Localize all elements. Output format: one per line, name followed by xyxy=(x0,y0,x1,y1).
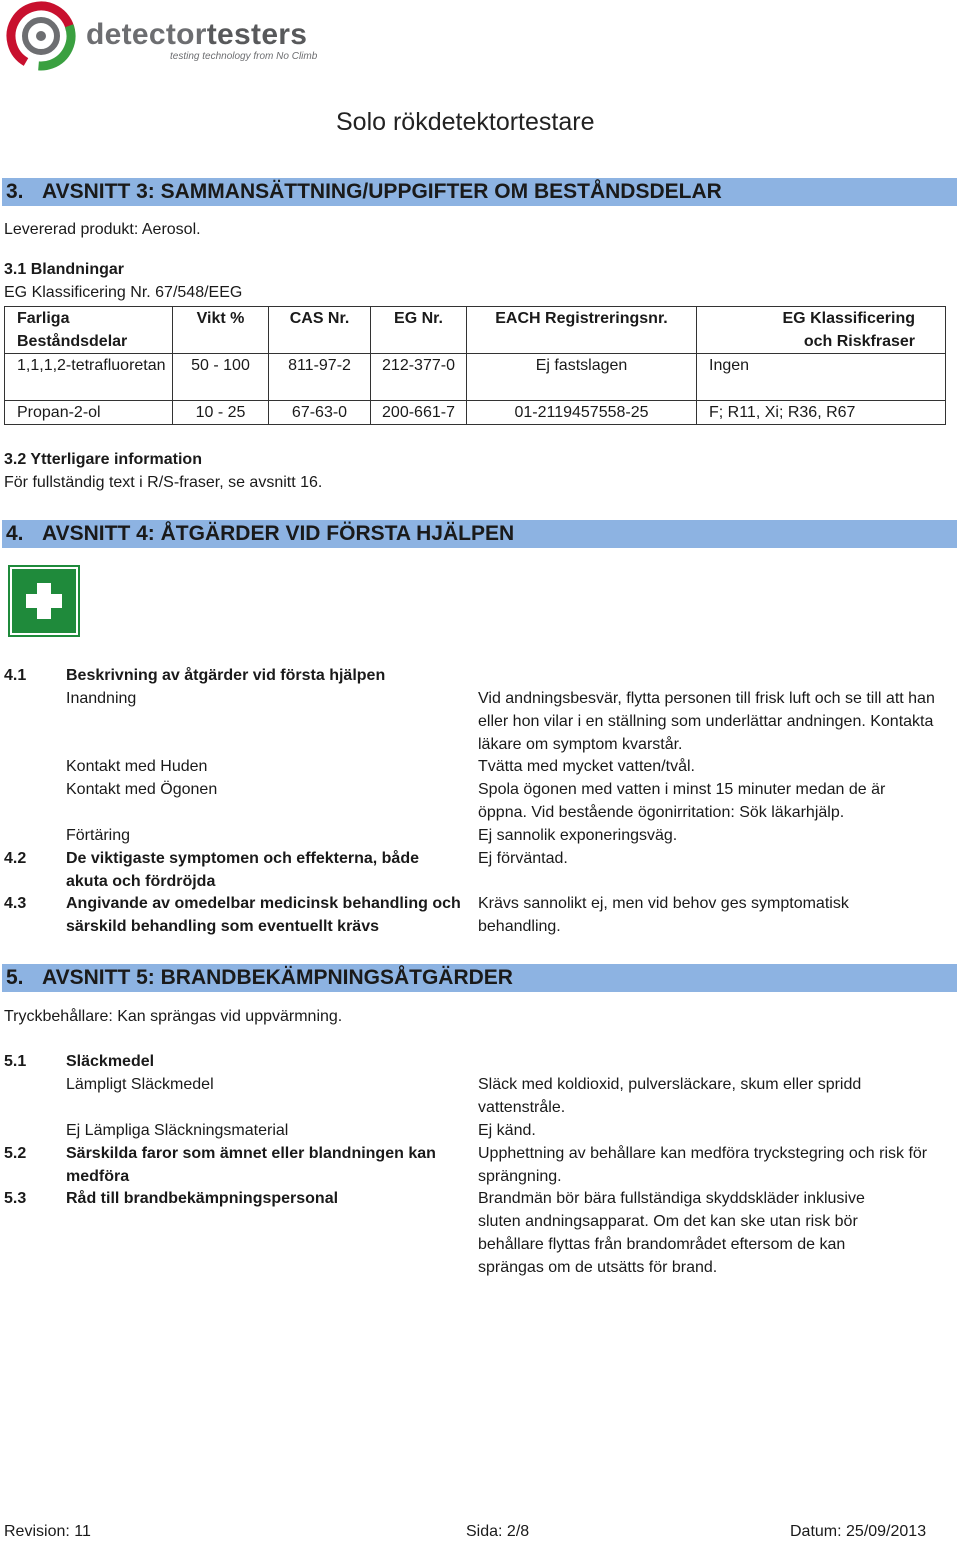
subsection-3-2-title: 3.2 Ytterligare information xyxy=(4,451,202,468)
section-4-header xyxy=(2,520,957,548)
subsection-5-1-title: Släckmedel xyxy=(66,1053,155,1070)
inhalation-text: Vid andningsbesvär, flytta personen till frisk luft och se till att han eller hon vilar i en ställning som underlättar andningen. Kontakta läkare om symptom kvarstår. xyxy=(478,690,935,753)
table-cell: 212-377-0 xyxy=(371,354,467,401)
subsection-5-3-text: Brandmän bör bära fullständiga skyddskläder inklusive sluten andningsapparat. Om det kan ske utan risk bör behållare flyttas från brandområdet eftersom de kan sprängas om de utsätts för brand. xyxy=(478,1190,865,1276)
inhalation-label: Inandning xyxy=(66,690,137,707)
header-cell: EG Klassificering och Riskfraser xyxy=(697,307,946,354)
subsection-4-3-title: Angivande av omedelbar medicinsk behandling och särskild behandling som eventuellt krävs xyxy=(66,895,461,935)
table-cell: 01-2119457558-25 xyxy=(467,401,697,425)
footer-date: Datum: 25/09/2013 xyxy=(790,1523,927,1540)
subsection-5-3-title: Råd till brandbekämpningspersonal xyxy=(66,1190,339,1207)
section-4-number: 4. xyxy=(6,522,24,545)
footer-page-number: Sida: 2/8 xyxy=(466,1523,530,1540)
table-cell: Propan-2-ol xyxy=(5,401,173,425)
suitable-media-text: Släck med koldioxid, pulversläckare, skum eller spridd vattenstråle. xyxy=(478,1076,862,1116)
eye-contact-label: Kontakt med Ögonen xyxy=(66,781,218,798)
section-5-title: AVSNITT 5: BRANDBEKÄMPNINGSÅTGÄRDER xyxy=(42,966,513,989)
subsection-4-1-title: Beskrivning av åtgärder vid första hjälpen xyxy=(66,667,386,684)
subsection-5-2-text: Upphettning av behållare kan medföra tryckstegring och risk för sprängning. xyxy=(478,1145,928,1185)
table-cell: Ingen xyxy=(697,354,946,401)
subsection-4-3-number: 4.3 xyxy=(4,895,27,912)
subsection-5-3-number: 5.3 xyxy=(4,1190,27,1207)
pressure-warning: Tryckbehållare: Kan sprängas vid uppvärmning. xyxy=(4,1008,343,1025)
header-cell: EACH Registreringsnr. xyxy=(467,307,697,354)
table-cell: 50 - 100 xyxy=(173,354,269,401)
skin-contact-text: Tvätta med mycket vatten/tvål. xyxy=(478,758,695,775)
table-header-row xyxy=(5,307,946,354)
section-3-number: 3. xyxy=(6,180,24,203)
unsuitable-media-text: Ej känd. xyxy=(478,1122,536,1139)
table-row xyxy=(5,354,946,401)
table-row xyxy=(5,401,946,425)
header-cell: Vikt % xyxy=(173,307,269,354)
section-5-number: 5. xyxy=(6,966,24,989)
first-aid-cross-icon xyxy=(8,565,80,642)
subsection-3-2-text: För fullständig text i R/S-fraser, se avsnitt 16. xyxy=(4,474,323,491)
ingestion-text: Ej sannolik exponeringsväg. xyxy=(478,827,678,844)
subsection-5-1-number: 5.1 xyxy=(4,1053,27,1070)
logo-tagline: testing technology from No Climb xyxy=(170,51,318,62)
unsuitable-media-label: Ej Lämpliga Släckningsmaterial xyxy=(66,1122,289,1139)
document-title: Solo rökdetektortestare xyxy=(336,108,595,136)
logo-mark-icon xyxy=(4,0,76,72)
table-cell: Ej fastslagen xyxy=(467,354,697,401)
ingestion-label: Förtäring xyxy=(66,827,131,844)
composition-table xyxy=(4,306,946,425)
table-cell: 67-63-0 xyxy=(269,401,371,425)
header-cell: CAS Nr. xyxy=(269,307,371,354)
subsection-3-1-title: 3.1 Blandningar xyxy=(4,261,125,278)
subsection-4-2-text: Ej förväntad. xyxy=(478,850,568,867)
logo-name-part1: detector xyxy=(86,18,207,51)
section-3-header xyxy=(2,178,957,206)
logo-name-part2: testers xyxy=(206,18,308,51)
delivered-product: Levererad produkt: Aerosol. xyxy=(4,221,201,238)
eye-contact-text: Spola ögonen med vatten i minst 15 minuter medan de är öppna. Vid bestående ögonirritation: Sök läkarhjälp. xyxy=(478,781,886,821)
classification-text: EG Klassificering Nr. 67/548/EEG xyxy=(4,284,243,301)
section-3-title: AVSNITT 3: SAMMANSÄTTNING/UPPGIFTER OM BESTÅNDSDELAR xyxy=(42,180,722,203)
table-cell: F; R11, Xi; R36, R67 xyxy=(697,401,946,425)
subsection-4-2-number: 4.2 xyxy=(4,850,27,867)
subsection-4-2-title: De viktigaste symptomen och effekterna, både akuta och fördröjda xyxy=(66,850,419,890)
subsection-5-2-number: 5.2 xyxy=(4,1145,27,1162)
table-cell: 811-97-2 xyxy=(269,354,371,401)
table-cell: 200-661-7 xyxy=(371,401,467,425)
table-cell: 10 - 25 xyxy=(173,401,269,425)
section-5-header xyxy=(2,964,957,992)
section-4-title: AVSNITT 4: ÅTGÄRDER VID FÖRSTA HJÄLPEN xyxy=(42,522,515,545)
skin-contact-label: Kontakt med Huden xyxy=(66,758,208,775)
header-cell: Farliga Beståndsdelar xyxy=(5,307,173,354)
subsection-4-3-text: Krävs sannolikt ej, men vid behov ges symptomatisk behandling. xyxy=(478,895,849,935)
subsection-4-1-number: 4.1 xyxy=(4,667,27,684)
subsection-5-2-title: Särskilda faror som ämnet eller blandningen kan medföra xyxy=(66,1145,436,1185)
footer-revision: Revision: 11 xyxy=(4,1523,91,1540)
logo-wordmark xyxy=(86,18,307,52)
suitable-media-label: Lämpligt Släckmedel xyxy=(66,1076,214,1093)
table-cell: 1,1,1,2-tetrafluoretan xyxy=(5,354,173,401)
header-cell: EG Nr. xyxy=(371,307,467,354)
